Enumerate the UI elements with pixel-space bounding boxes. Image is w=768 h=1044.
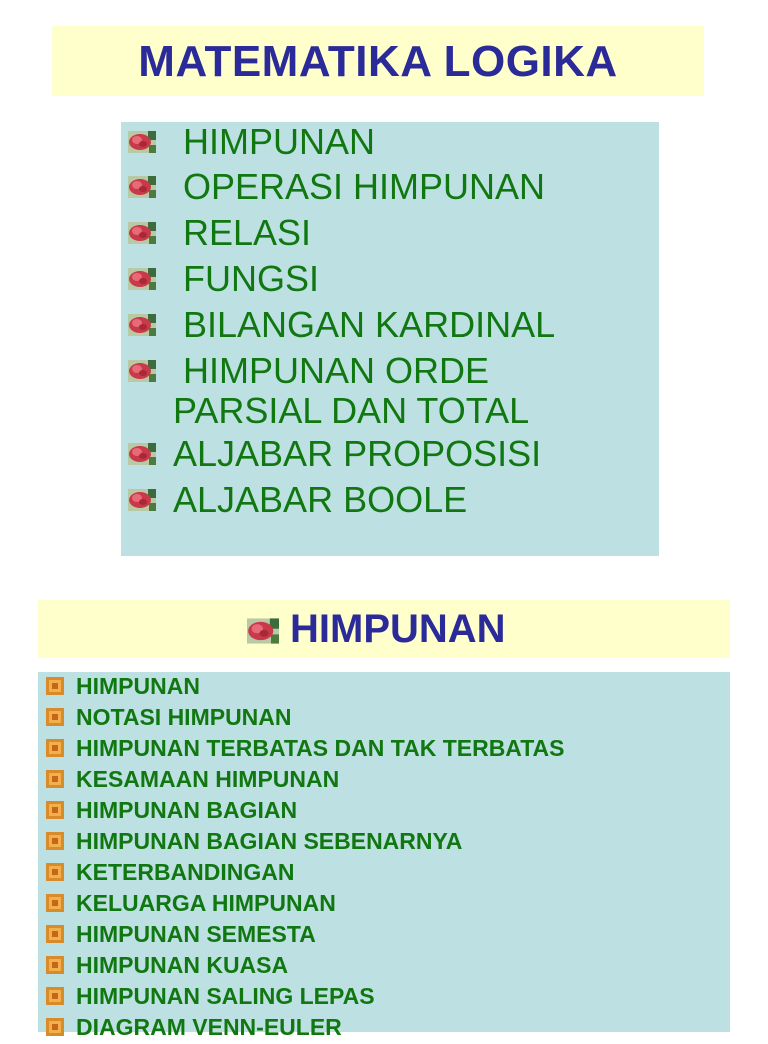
- toc-label-continuation: PARSIAL DAN TOTAL: [173, 390, 530, 431]
- list-item[interactable]: [38, 672, 730, 703]
- toc-item[interactable]: [121, 305, 659, 345]
- list-label: KELUARGA HIMPUNAN: [76, 890, 336, 916]
- toc-item[interactable]: [121, 480, 659, 520]
- square-bullet-icon: [46, 832, 64, 850]
- rose-bullet-icon: [128, 131, 156, 153]
- list-item[interactable]: [38, 858, 730, 889]
- rose-bullet-icon: [247, 618, 279, 644]
- list-label: DIAGRAM VENN-EULER: [76, 1014, 342, 1040]
- toc-item[interactable]: [121, 434, 659, 474]
- toc-label: OPERASI HIMPUNAN: [183, 166, 546, 207]
- square-bullet-icon: [46, 708, 64, 726]
- toc-label: FUNGSI: [183, 258, 320, 299]
- toc-item[interactable]: [121, 122, 659, 162]
- rose-bullet-icon: [128, 176, 156, 198]
- toc-item[interactable]: [121, 351, 659, 433]
- toc-label: HIMPUNAN: [183, 121, 376, 162]
- list-label: HIMPUNAN KUASA: [76, 952, 289, 978]
- toc-label: ALJABAR PROPOSISI: [173, 433, 542, 474]
- list-label: NOTASI HIMPUNAN: [76, 704, 292, 730]
- list-label: KESAMAAN HIMPUNAN: [76, 766, 340, 792]
- toc-item[interactable]: [121, 259, 659, 299]
- list-item[interactable]: [38, 703, 730, 734]
- square-bullet-icon: [46, 894, 64, 912]
- page-title: MATEMATIKA LOGIKA: [138, 37, 618, 86]
- toc-item[interactable]: [121, 213, 659, 253]
- rose-bullet-icon: [128, 314, 156, 336]
- list-item[interactable]: [38, 765, 730, 796]
- list-item[interactable]: [38, 982, 730, 1013]
- list-label: HIMPUNAN BAGIAN: [76, 797, 298, 823]
- toc-panel: [121, 122, 659, 556]
- square-bullet-icon: [46, 677, 64, 695]
- toc-label: ALJABAR BOOLE: [173, 479, 468, 520]
- rose-bullet-icon: [128, 443, 156, 465]
- list-label: HIMPUNAN: [76, 673, 200, 699]
- square-bullet-icon: [46, 987, 64, 1005]
- toc-item[interactable]: [121, 167, 659, 207]
- section-header: [38, 600, 730, 658]
- rose-bullet-icon: [128, 360, 156, 382]
- section-title: HIMPUNAN: [290, 607, 506, 651]
- square-bullet-icon: [46, 739, 64, 757]
- rose-bullet-icon: [128, 222, 156, 244]
- square-bullet-icon: [46, 801, 64, 819]
- rose-bullet-icon: [128, 268, 156, 290]
- list-label: HIMPUNAN BAGIAN SEBENARNYA: [76, 828, 463, 854]
- list-item[interactable]: [38, 796, 730, 827]
- toc-label: HIMPUNAN ORDE: [183, 350, 490, 391]
- square-bullet-icon: [46, 863, 64, 881]
- square-bullet-icon: [46, 770, 64, 788]
- section-list: [38, 672, 730, 1040]
- list-label: HIMPUNAN TERBATAS DAN TAK TERBATAS: [76, 735, 565, 761]
- list-label: KETERBANDINGAN: [76, 859, 295, 885]
- title-banner: [52, 26, 704, 96]
- list-label: HIMPUNAN SEMESTA: [76, 921, 316, 947]
- square-bullet-icon: [46, 1018, 64, 1036]
- rose-bullet-icon: [128, 489, 156, 511]
- square-bullet-icon: [46, 925, 64, 943]
- list-label: HIMPUNAN SALING LEPAS: [76, 983, 375, 1009]
- list-item[interactable]: [38, 889, 730, 920]
- list-item[interactable]: [38, 734, 730, 765]
- square-bullet-icon: [46, 956, 64, 974]
- list-item[interactable]: [38, 920, 730, 951]
- toc-label: BILANGAN KARDINAL: [183, 304, 556, 345]
- list-item[interactable]: [38, 1013, 730, 1044]
- toc-label: RELASI: [183, 212, 312, 253]
- list-item[interactable]: [38, 827, 730, 858]
- list-item[interactable]: [38, 951, 730, 982]
